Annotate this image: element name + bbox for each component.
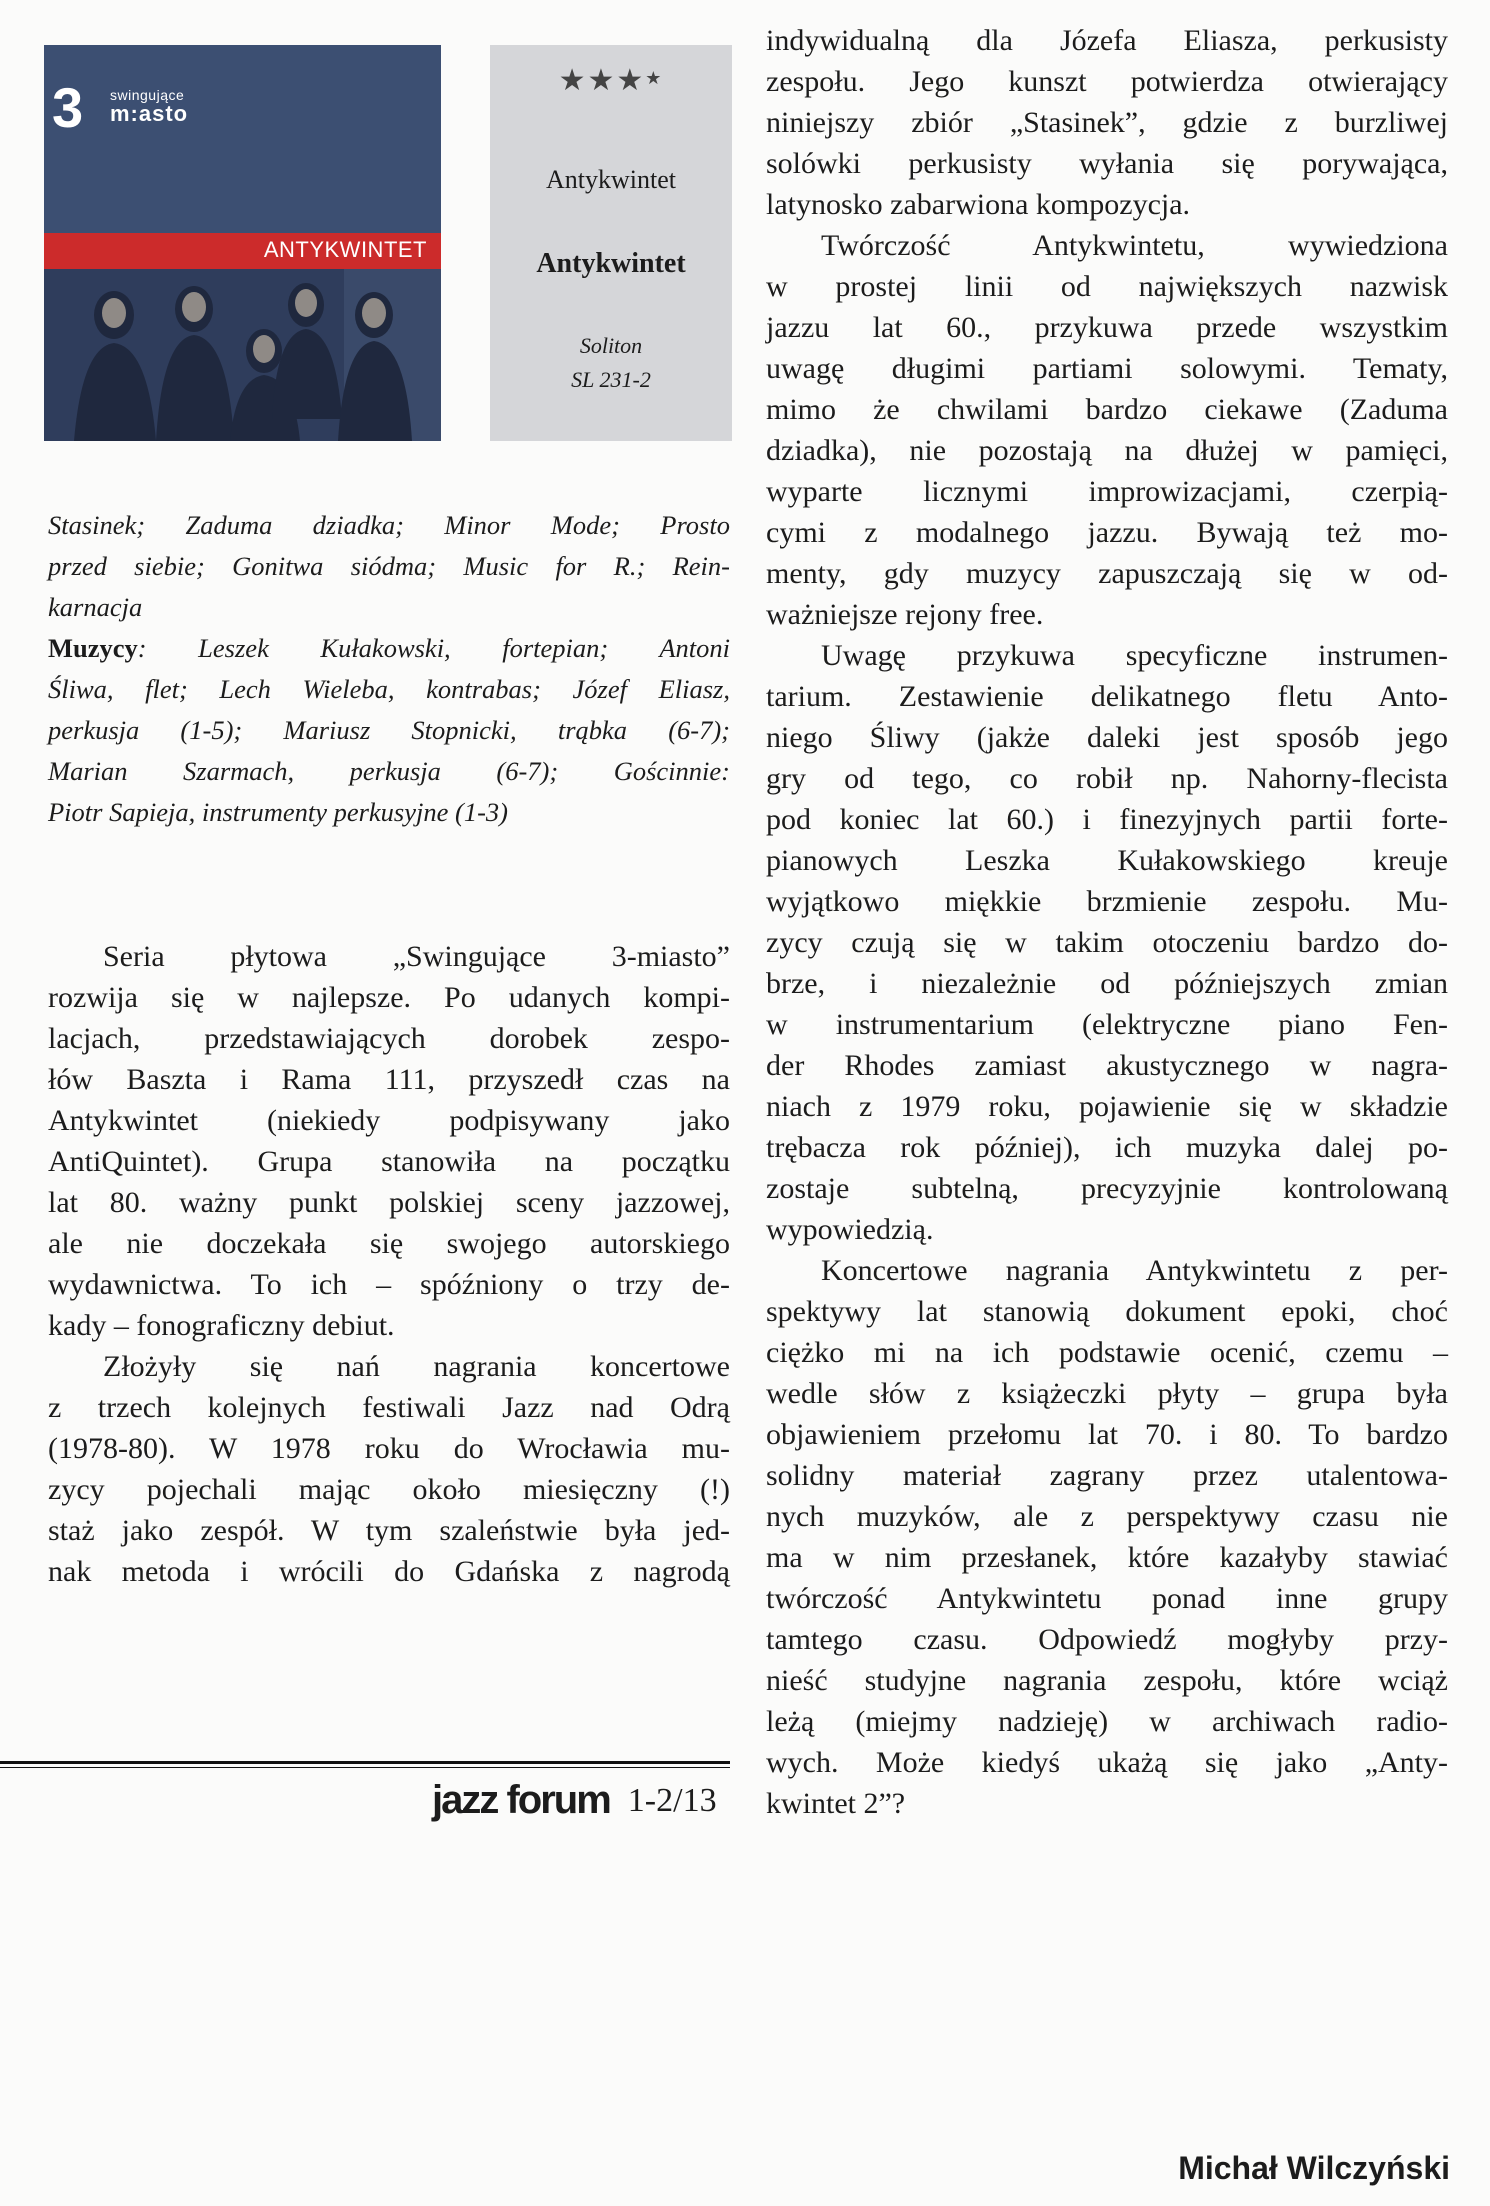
cover-band-label: ANTYKWINTET	[263, 237, 427, 262]
musicians-heading: Muzycy	[48, 633, 138, 663]
musicians-line: perkusja (1-5); Mariusz Stopnicki, trąbka (6-7);	[48, 715, 730, 745]
musicians-line: Muzycy: Leszek Kułakowski, fortepian; Antoni	[48, 633, 730, 663]
rating	[490, 63, 732, 98]
album-cover	[44, 45, 441, 441]
issue-number: 1-2/13	[627, 1782, 717, 1819]
series-logo-number: 3	[52, 76, 82, 139]
magazine-logo: jazz forum	[432, 1778, 610, 1822]
label-name: Soliton	[579, 333, 643, 358]
musicians-line: Piotr Sapieja, instrumenty perkusyjne (1-3)	[48, 797, 508, 827]
rating-stars-icon: ★★★	[558, 63, 646, 98]
paragraph: indywidualną dla Józefa Eliasza, perkusisty zespołu. Jego kunszt potwierdza otwierający niniejszy zbiór „Stasinek”, gdzie z burzliwej solówki perkusisty wyłania się porywająca, latynosko zabarwiona kompozycja.	[766, 24, 1448, 221]
page-footer	[432, 1778, 717, 1823]
review-body-left	[48, 936, 730, 1592]
review-body-right	[766, 20, 1448, 1824]
paragraph: Twórczość Antykwintetu, wywiedziona w prostej linii od największych nazwisk jazzu lat 60., przykuwa przede wszystkim uwagę długimi partiami solowymi. Tematy, mimo że chwilami bardzo ciekawe (Zaduma dziadka), nie pozostają na dłużej w pamięci, wyparte licznymi improwizacjami, czerpią- cymi z modalnego jazzu. Bywają też mo- menty, gdy muzycy zapuszczają się w od- ważniejsze rejony free.	[766, 229, 1448, 631]
footer-rule-thin	[0, 1767, 730, 1768]
tracklist-line: Stasinek; Zaduma dziadka; Minor Mode; Prosto	[48, 510, 730, 540]
musicians-line: Śliwa, flet; Lech Wieleba, kontrabas; Józef Eliasz,	[48, 674, 730, 704]
cover-band	[44, 233, 441, 269]
paragraph: Seria płytowa „Swingujące 3-miasto” rozwija się w najlepsze. Po udanych kompi- lacjach, przedstawiających dorobek zespo- łów Baszta i Rama 111, przyszedł czas na Antykwintet (niekiedy podpisywany jako AntiQuintet). Grupa stanowiła na początku lat 80. ważny punkt polskiej sceny jazzowej, ale nie doczekała się swojego autorskiego wydawnictwa. To ich – spóźniony o trzy de- kady – fonograficzny debiut.	[48, 940, 730, 1342]
band-photo	[44, 269, 441, 441]
musicians	[48, 628, 730, 833]
album-info-box	[490, 45, 732, 441]
catalog-number: SL 231-2	[571, 367, 651, 392]
paragraph: Złożyły się nań nagrania koncertowe z trzech kolejnych festiwali Jazz nad Odrą (1978-80). W 1978 roku do Wrocławia mu- zycy pojechali mając około miesięczny (!) staż jako zespół. W tym szaleństwie była jed- nak metoda i wrócili do Gdańska z nagrodą	[48, 1350, 730, 1588]
tracklist-line: karnacja	[48, 592, 143, 622]
tracklist-line: przed siebie; Gonitwa siódma; Music for R.; Rein-	[48, 551, 730, 581]
footer-rule	[0, 1761, 730, 1764]
album-title: Antykwintet	[536, 248, 686, 279]
paragraph: Koncertowe nagrania Antykwintetu z per- spektywy lat stanowią dokument epoki, choć ciężko mi na ich podstawie ocenić, czemu – wedle słów z książeczki płyty – grupa była objawieniem przełomu lat 70. i 80. To bardzo solidny materiał zagrany przez utalentowa- nych muzyków, ale z perspektywy czasu nie ma w nim przesłanek, które kazałyby stawiać twórczość Antykwintetu ponad inne grupy tamtego czasu. Odpowiedź mogłyby przy- nieść studyjne nagrania zespołu, które wciąż leżą (miejmy nadzieję) w archiwach radio- wych. Może kiedyś ukażą się jako „Anty- kwintet 2”?	[766, 1254, 1448, 1820]
musicians-line: Marian Szarmach, perkusja (6-7); Gościnnie:	[48, 756, 730, 786]
rating-half-star-icon: ★	[645, 68, 664, 89]
series-logo-line1: swingujące	[110, 87, 185, 103]
artist-name: Antykwintet	[546, 165, 676, 194]
author-name: Michał Wilczyński	[1178, 2150, 1450, 2186]
paragraph: Uwagę przykuwa specyficzne instrumen- tarium. Zestawienie delikatnego fletu Anto- niego Śliwy (jakże daleki jest sposób jego gry od tego, co robił np. Nahorny-flecista pod koniec lat 60.) i finezyjnych partii forte- pianowych Leszka Kułakowskiego kreuje wyjątkowo miękkie brzmienie zespołu. Mu- zycy czują się w takim otoczeniu bardzo do- brze, i niezależnie od późniejszych zmian w instrumentarium (elektryczne piano Fen- der Rhodes zamiast akustycznego w nagra- niach z 1979 roku, pojawienie się w składzie trębacza rok później), ich muzyka dalej po- zostaje subtelną, precyzyjnie kontrolowaną wypowiedzią.	[766, 639, 1448, 1246]
record-label	[490, 329, 732, 397]
tracklist	[48, 505, 730, 628]
series-logo-line2: m:asto	[110, 101, 189, 126]
